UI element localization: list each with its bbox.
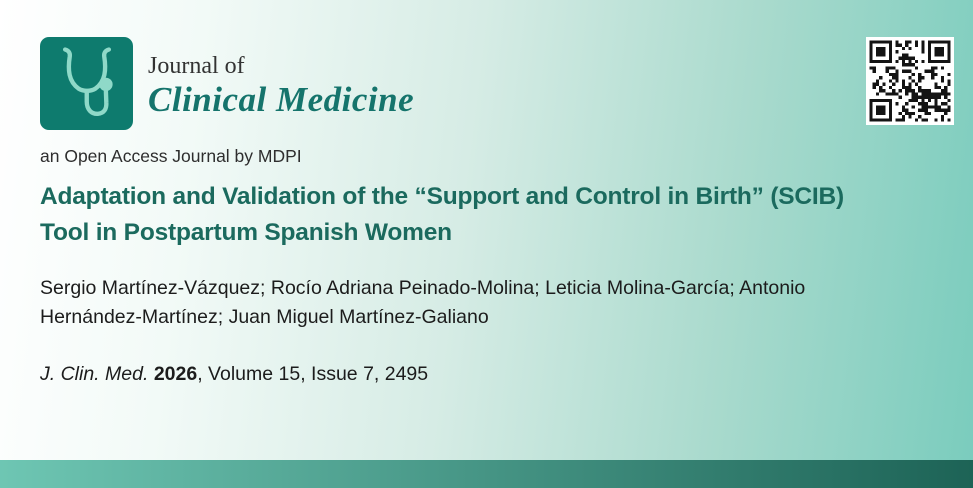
bottom-accent-band xyxy=(0,460,973,488)
citation-year: 2026 xyxy=(153,363,198,385)
article-title xyxy=(40,179,844,251)
author-list-line2: Hernández-Martínez; Juan Miguel Martínez-Galiano xyxy=(40,306,489,328)
citation-details: , Volume 15, Issue 7, 2495 xyxy=(197,363,429,385)
journal-wordmark-line2: Clinical Medicine xyxy=(148,80,415,119)
qr-code-icon xyxy=(866,37,954,125)
open-access-tagline: an Open Access Journal by MDPI xyxy=(40,146,302,166)
journal-wordmark xyxy=(148,52,414,120)
article-title-line2: Tool in Postpartum Spanish Women xyxy=(40,219,452,246)
citation-journal-abbrev: J. Clin. Med. xyxy=(40,363,149,385)
author-list xyxy=(40,274,805,332)
author-list-line1: Sergio Martínez-Vázquez; Rocío Adriana Peinado-Molina; Leticia Molina-García; Antonio xyxy=(40,277,806,299)
stethoscope-icon xyxy=(45,42,129,126)
journal-logo xyxy=(40,37,133,130)
journal-wordmark-line1: Journal of xyxy=(148,53,245,79)
article-title-line1: Adaptation and Validation of the “Support and Control in Birth” (SCIB) xyxy=(40,183,844,210)
citation-line xyxy=(40,363,428,386)
